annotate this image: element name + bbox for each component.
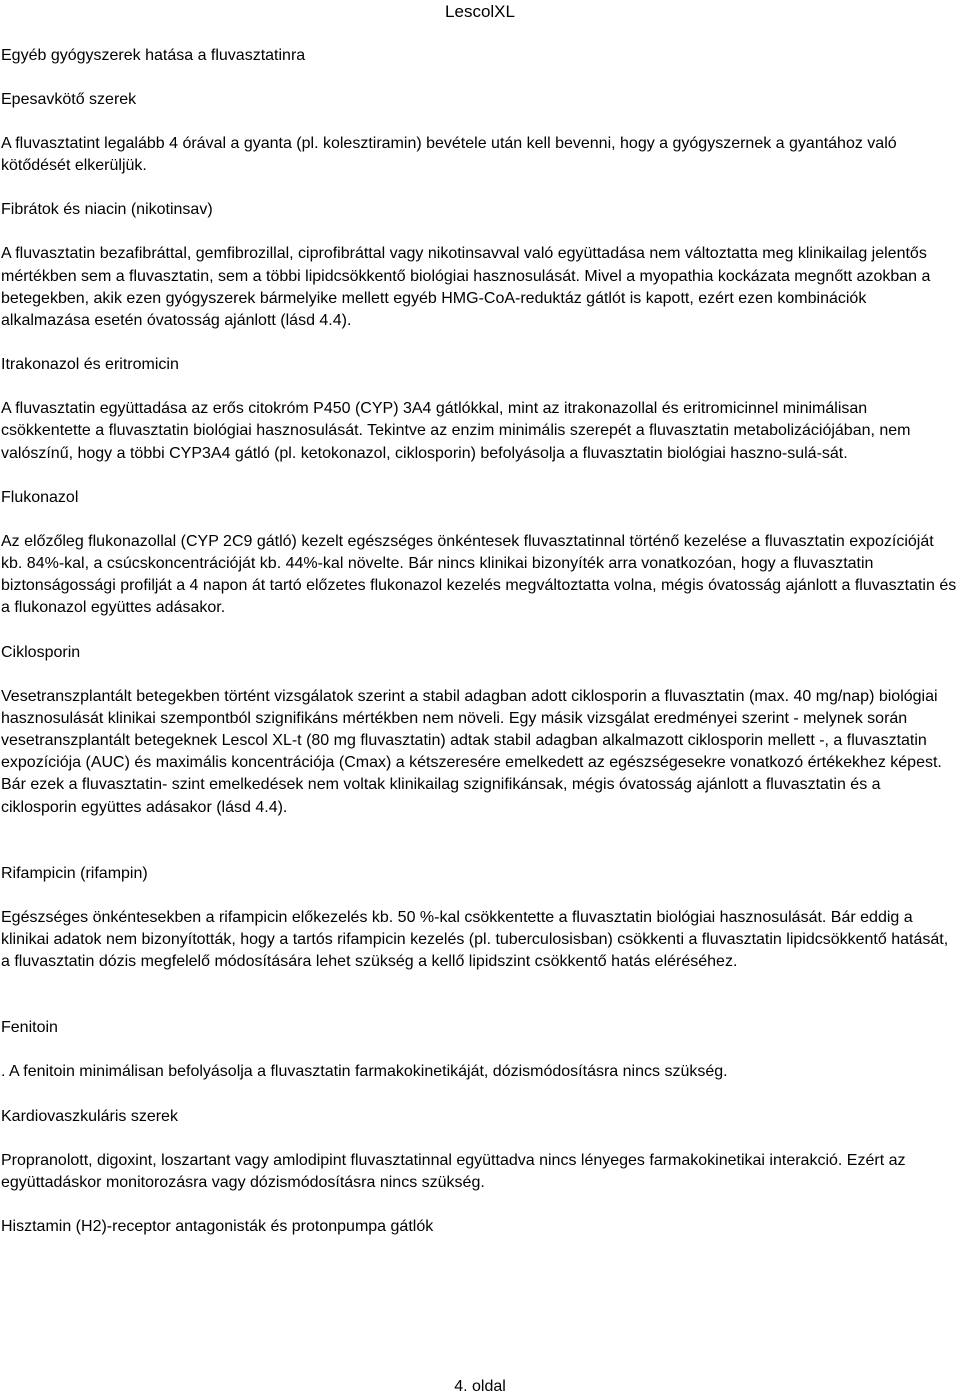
section-heading-fluconazole: Flukonazol (1, 488, 79, 506)
section-text-rifampicin: Egészséges önkéntesekben a rifampicin előkezelés kb. 50 %-kal csökkentette a fluvasztatin biológiai hasznosulását. Bár eddig a klinikai adatok nem bizonyították, hogy a tartós rifampicin kezelés (pl. tuberculosisban) csökkenti a fluvasztatin lipidcsökkentő hatását, a fluvasztatin dózis megfelelő módosítására lehet szükség a kellő lipidszint csökkentő hatás eléréséhez. (1, 908, 949, 971)
section-text-phenytoin: . A fenitoin minimálisan befolyásolja a fluvasztatin farmakokinetikáját, dózismódosításra nincs szükség. (1, 1063, 728, 1081)
section-heading-h2-antagonists: Hisztamin (H2)-receptor antagonisták és protonpumpa gátlók (1, 1218, 434, 1236)
page-number: 4. oldal (454, 1378, 506, 1395)
section-heading-rifampicin: Rifampicin (rifampin) (1, 864, 148, 882)
section-text-fibrates: A fluvasztatin bezafibráttal, gemfibrozillal, ciprofibráttal vagy nikotinsavval való együttadása nem változtatta meg klinikailag jelentős mértékben sem a fluvasztatin, sem a többi lipidcsökkentő biológiai hasznosulását. Mivel a myopathia kockázata megnőtt azokban a betegekben, akik ezen gyógyszerek bármelyike mellett egyéb HMG-CoA-reduktáz gátlót is kapott, ezért ezen kombinációk alkalmazása esetén óvatosság ajánlott (lásd 4.4). (1, 245, 931, 330)
main-heading: Egyéb gyógyszerek hatása a fluvasztatinra (1, 47, 306, 64)
section-heading-itraconazole: Itrakonazol és eritromicin (1, 356, 179, 374)
section-text-bile-acid: A fluvasztatint legalább 4 órával a gyanta (pl. kolesztiramin) bevétele után kell bevenni, hogy a gyógyszernek a gyantához való kötődését elkerüljük. (1, 135, 897, 175)
section-text-cardiovascular: Propranolott, digoxint, loszartant vagy amlodipint fluvasztatinnal együttadva nincs lényeges farmakokinetikai interakció. Ezért az együttadáskor monitorozásra vagy dózismódosításra nincs szükség. (1, 1151, 906, 1191)
document-body (1, 45, 957, 1238)
section-heading-bile-acid: Epesavkötő szerek (1, 91, 137, 108)
section-heading-phenytoin: Fenitoin (1, 1019, 58, 1037)
section-text-itraconazole: A fluvasztatin együttadása az erős citokróm P450 (CYP) 3A4 gátlókkal, mint az itrakonazollal és eritromicinnel minimálisan csökkentette a fluvasztatin biológiai hasznosulását. Tekintve az enzim minimális szerepét a fluvasztatin metabolizációjában, nem valószínű, hogy a többi CYP3A4 gátló (pl. ketokonazol, ciklosporin) befolyásolja a fluvasztatin biológiai haszno-sulá-sát. (1, 400, 911, 462)
section-heading-cardiovascular: Kardiovaszkuláris szerek (1, 1107, 178, 1125)
section-text-ciclosporin: Vesetranszplantált betegekben történt vizsgálatok szerint a stabil adagban adott ciklosporin a fluvasztatin (max. 40 mg/nap) biológiai hasznosulását klinikai szempontból szignifikáns mértékben nem növeli. Egy másik vizsgálat eredményei szerint - melynek során vesetranszplantált betegeknek Lescol XL-t (80 mg fluvasztatin) adtak stabil adagban alkalmazott ciklosporin mellett -, a fluvasztatin expozíciója (AUC) és maximális koncentrációja (Cmax) a kétszeresére emelkedett az egészségesekre vonatkozó értékekhez képest. Bár ezek a fluvasztatin- szint emelkedések nem voltak klinikailag szignifikánsak, mégis óvatosság ajánlott a fluvasztatin és a ciklosporin együttes adásakor (lásd 4.4). (1, 687, 942, 816)
section-heading-ciclosporin: Ciklosporin (1, 643, 81, 661)
section-heading-fibrates: Fibrátok és niacin (nikotinsav) (1, 201, 213, 219)
section-text-fluconazole: Az előzőleg flukonazollal (CYP 2C9 gátló) kezelt egészséges önkéntesek fluvasztatinnal történő kezelése a fluvasztatin expozícióját kb. 84%-kal, a csúcskoncentrációját kb. 44%-kal növelte. Bár nincs klinikai bizonyíték arra vonatkozóan, hogy a fluvasztatin biztonságossági profilját a 4 napon át tartó előzetes flukonazol kezelés megváltoztatta volna, mégis óvatosság ajánlott a fluvasztatin és a flukonazol együttes adásakor. (1, 532, 957, 617)
document-header-title: LescolXL (445, 2, 515, 21)
